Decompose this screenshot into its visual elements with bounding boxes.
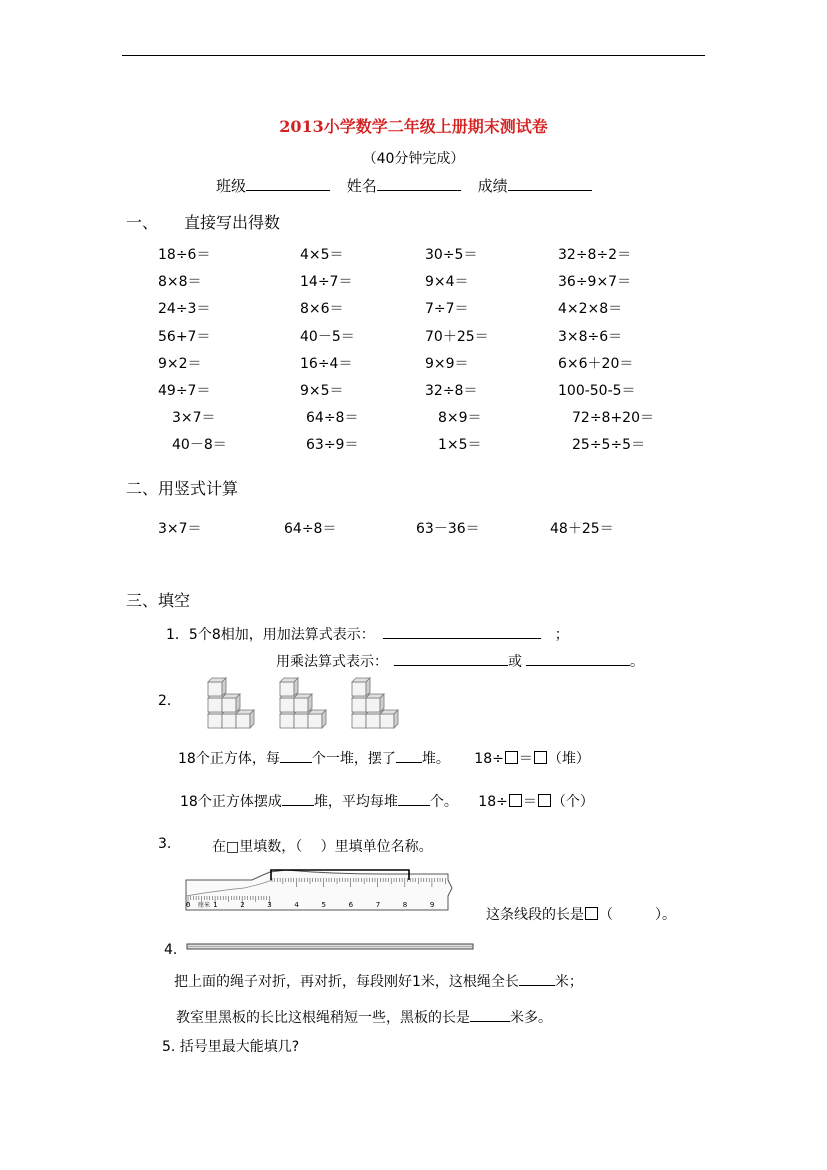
question-1-line-1 bbox=[166, 624, 569, 644]
mental-problem: 7÷7＝ bbox=[425, 301, 469, 318]
q2-l1-text-a: 18个正方体，每 bbox=[178, 751, 280, 767]
q2-l1-eq-a: 18÷ bbox=[474, 751, 504, 767]
answer-box[interactable] bbox=[509, 794, 522, 807]
cubes-illustration bbox=[206, 676, 406, 730]
question-4-number: 4. bbox=[164, 942, 178, 958]
class-label: 班级 bbox=[216, 177, 247, 195]
mental-problem: 9×2＝ bbox=[158, 355, 202, 372]
name-blank[interactable] bbox=[377, 176, 461, 191]
mental-problem: 72÷8+20＝ bbox=[572, 410, 654, 427]
mental-problem: 6×6＋20＝ bbox=[558, 355, 634, 372]
q4-l2-blank[interactable] bbox=[470, 1007, 510, 1022]
mental-problem: 1×5＝ bbox=[438, 437, 482, 454]
q2-l1-eq-b: ＝ bbox=[518, 751, 533, 767]
q2-l1-blank-2[interactable] bbox=[396, 748, 422, 763]
q2-l2-blank-1[interactable] bbox=[282, 791, 314, 806]
ruler-illustration bbox=[182, 866, 454, 916]
q4-l1-blank[interactable] bbox=[519, 971, 555, 986]
section-3-title: 三、填空 bbox=[126, 591, 191, 610]
rope-illustration bbox=[186, 942, 476, 952]
mental-problem: 30÷5＝ bbox=[425, 247, 478, 263]
mental-problem: 100-50-5＝ bbox=[558, 383, 636, 399]
q1-add-text: 1．5个8相加，用加法算式表示： bbox=[166, 627, 375, 643]
q1-mul-blank-2[interactable] bbox=[526, 651, 630, 666]
cube-pile bbox=[352, 678, 398, 728]
mental-problem: 64÷8＝ bbox=[306, 410, 359, 427]
vertical-problem: 63－36＝ bbox=[416, 521, 480, 537]
q2-l2-eq-b: ＝ bbox=[522, 794, 537, 810]
class-blank[interactable] bbox=[246, 176, 330, 191]
question-5: 5. 括号里最大能填几? bbox=[162, 1039, 300, 1055]
answer-box[interactable] bbox=[534, 751, 547, 764]
mental-problem: 24÷3＝ bbox=[158, 301, 211, 318]
mental-problem: 3×7＝ bbox=[172, 410, 216, 427]
mental-problem: 3×8÷6＝ bbox=[558, 328, 623, 345]
ruler-number: 4 bbox=[294, 901, 299, 909]
cube-pile bbox=[208, 678, 254, 728]
mental-problem: 9×5＝ bbox=[300, 383, 344, 399]
q4-l1-end: 米； bbox=[554, 974, 583, 990]
question-2-line-1 bbox=[178, 748, 590, 768]
q4-l2-end: 米多。 bbox=[510, 1010, 552, 1026]
q4-l2-text: 教室里黑板的长比这根绳稍短一些，黑板的长是 bbox=[176, 1010, 470, 1026]
q3-len-unit: （ ）。 bbox=[599, 907, 676, 923]
question-3-text: 在□里填数，（ ）里填单位名称。 bbox=[212, 839, 433, 855]
mental-problem: 25÷5÷5＝ bbox=[572, 437, 646, 454]
q2-l2-blank-2[interactable] bbox=[398, 791, 430, 806]
page-subtitle: （40分钟完成） bbox=[362, 151, 465, 167]
score-blank[interactable] bbox=[508, 176, 592, 191]
mental-problem: 40－5＝ bbox=[300, 328, 355, 345]
section-2-title: 二、用竖式计算 bbox=[126, 479, 239, 498]
mental-problem: 63÷9＝ bbox=[306, 437, 359, 454]
mental-problem: 18÷6＝ bbox=[158, 247, 211, 263]
cube-pile bbox=[280, 678, 326, 728]
question-2-number: 2． bbox=[158, 693, 181, 709]
q1-add-blank[interactable] bbox=[383, 624, 541, 639]
mental-problem: 4×5＝ bbox=[300, 247, 344, 263]
answer-box[interactable] bbox=[585, 907, 598, 920]
q2-l1-text-b: 个一堆，摆了 bbox=[311, 751, 396, 767]
mental-problem: 8×9＝ bbox=[438, 410, 482, 427]
ruler-unit-label: 厘米 bbox=[198, 902, 211, 909]
q1-mul-end: 。 bbox=[630, 654, 644, 670]
q2-l1-text-c: 堆。 bbox=[421, 751, 450, 767]
ruler-number: 1 bbox=[213, 901, 218, 909]
answer-box[interactable] bbox=[505, 751, 518, 764]
score-label: 成绩 bbox=[477, 177, 508, 195]
q2-l1-eq-c: （堆） bbox=[547, 751, 590, 767]
mental-problem: 4×2×8＝ bbox=[558, 301, 623, 318]
mental-problem: 36÷9×7＝ bbox=[558, 274, 632, 291]
mental-problem: 9×4＝ bbox=[425, 274, 469, 291]
ruler-number: 0 bbox=[186, 901, 191, 909]
q1-mul-or: 或 bbox=[508, 654, 522, 670]
ruler-number: 8 bbox=[402, 901, 408, 909]
question-4-line-2 bbox=[176, 1007, 552, 1027]
q2-l1-blank-1[interactable] bbox=[280, 748, 312, 763]
q1-mul-text: 用乘法算式表示： bbox=[276, 654, 388, 670]
mental-problem: 8×8＝ bbox=[158, 274, 202, 291]
section-1-number: 一、 bbox=[126, 213, 159, 232]
q2-l2-eq-c: （个） bbox=[551, 794, 594, 810]
q1-mul-blank-1[interactable] bbox=[394, 651, 508, 666]
q2-l2-text-b: 堆，平均每堆 bbox=[313, 794, 398, 810]
q2-l2-text-a: 18个正方体摆成 bbox=[180, 794, 282, 810]
name-label: 姓名 bbox=[346, 177, 377, 195]
vertical-problem: 48＋25＝ bbox=[550, 521, 614, 537]
q2-l2-text-c: 个。 bbox=[429, 794, 458, 810]
info-line bbox=[216, 175, 592, 196]
ruler-number: 7 bbox=[375, 901, 381, 909]
mental-problem: 32÷8÷2＝ bbox=[558, 247, 632, 263]
mental-problem: 49÷7＝ bbox=[158, 383, 211, 399]
section-1-title: 直接写出得数 bbox=[184, 213, 281, 232]
ruler-number: 9 bbox=[429, 901, 435, 909]
mental-problem: 14÷7＝ bbox=[300, 274, 353, 291]
vertical-problem: 3×7＝ bbox=[158, 521, 202, 537]
header-rule bbox=[122, 55, 705, 56]
mental-problem: 70＋25＝ bbox=[425, 328, 489, 345]
q3-len-text: 这条线段的长是 bbox=[486, 907, 584, 923]
answer-box[interactable] bbox=[538, 794, 551, 807]
question-2-line-2 bbox=[180, 791, 594, 811]
q4-l1-text: 把上面的绳子对折，再对折，每段刚好1米，这根绳全长 bbox=[174, 974, 519, 990]
page-title: 2013小学数学二年级上册期末测试卷 bbox=[279, 117, 548, 136]
ruler-number: 2 bbox=[240, 901, 245, 909]
mental-problem: 9×9＝ bbox=[425, 355, 469, 372]
mental-problem: 56+7＝ bbox=[158, 328, 211, 345]
ruler-number: 5 bbox=[321, 901, 326, 909]
ruler-number: 3 bbox=[267, 901, 272, 909]
mental-problem: 8×6＝ bbox=[300, 301, 344, 318]
q1-add-end: ； bbox=[554, 627, 569, 643]
mental-problem: 32÷8＝ bbox=[425, 383, 478, 399]
question-3-answer bbox=[486, 904, 676, 924]
question-4-line-1 bbox=[174, 971, 583, 991]
question-3-number: 3. bbox=[158, 836, 172, 852]
q2-l2-eq-a: 18÷ bbox=[478, 794, 508, 810]
ruler-number: 6 bbox=[348, 901, 354, 909]
vertical-problem: 64÷8＝ bbox=[284, 521, 337, 537]
mental-problem: 40－8＝ bbox=[172, 437, 227, 454]
question-1-line-2 bbox=[276, 651, 644, 671]
mental-problem: 16÷4＝ bbox=[300, 355, 353, 372]
